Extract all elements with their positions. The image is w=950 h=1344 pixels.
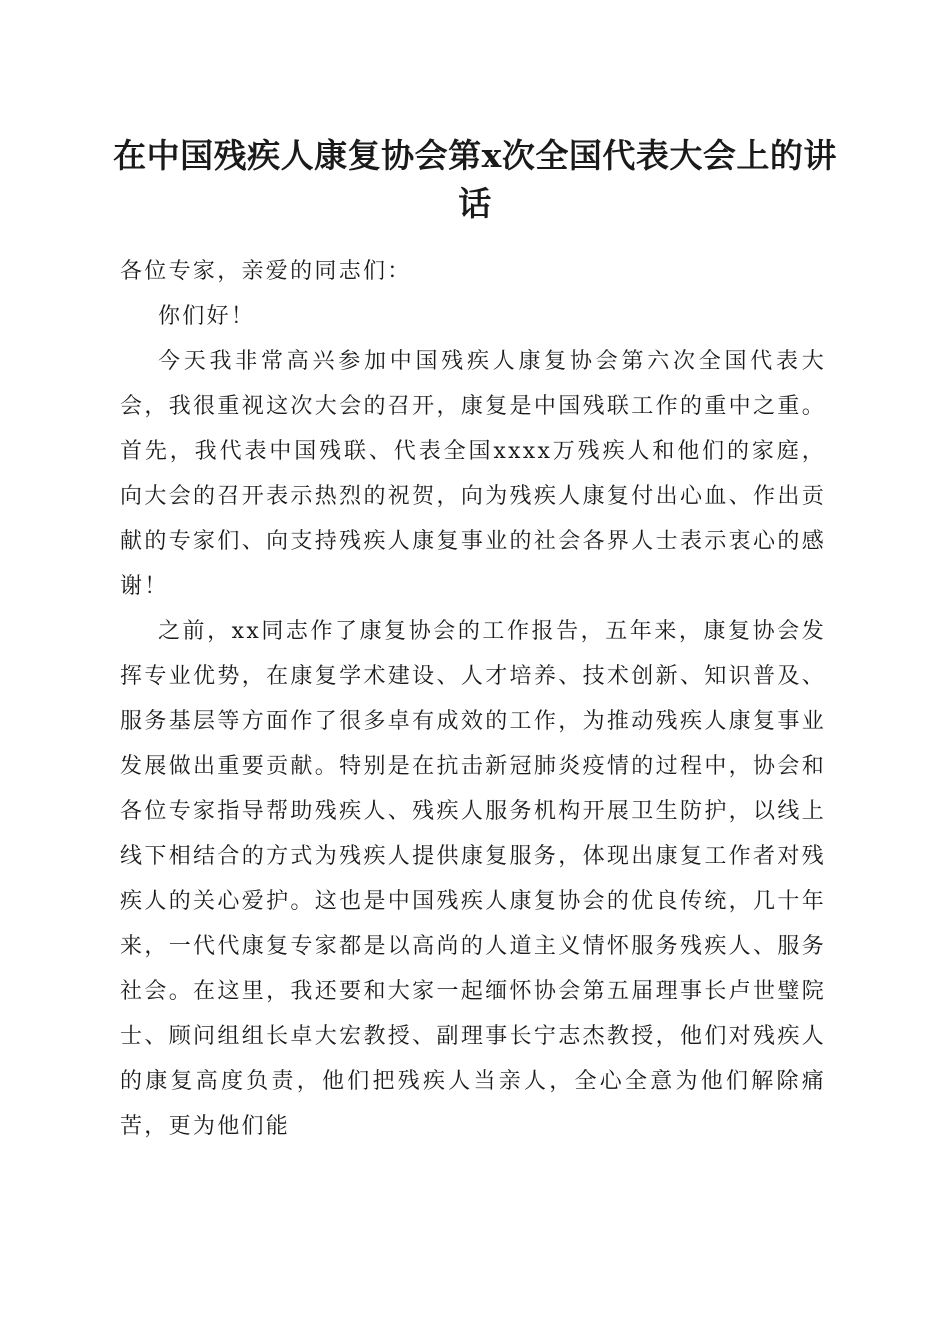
greeting: 你们好！ [158, 304, 256, 329]
paragraph-1: 今天我非常高兴参加中国残疾人康复协会第六次全国代表大会，我很重视这次大会的召开，康复是中国残联工作的重中之重。首先，我代表中国残联、代表全国xxxx万残疾人和他们的家庭，向大会的召开表示热烈的祝贺，向为残疾人康复付出心血、作出贡献的专家们、向支持残疾人康复事业的社会各界人士表示衷心的感谢！ [120, 349, 826, 599]
paragraph-2: 之前，xx同志作了康复协会的工作报告，五年来，康复协会发挥专业优势，在康复学术建设、人才培养、技术创新、知识普及、服务基层等方面作了很多卓有成效的工作，为推动残疾人康复事业发展做出重要贡献。特别是在抗击新冠肺炎疫情的过程中，协会和各位专家指导帮助残疾人、残疾人服务机构开展卫生防护，以线上线下相结合的方式为残疾人提供康复服务，体现出康复工作者对残疾人的关心爱护。这也是中国残疾人康复协会的优良传统，几十年来，一代代康复专家都是以高尚的人道主义情怀服务残疾人、服务社会。在这里，我还要和大家一起缅怀协会第五届理事长卢世璧院士、顾问组组长卓大宏教授、副理事长宁志杰教授，他们对残疾人的康复高度负责，他们把残疾人当亲人，全心全意为他们解除痛苦，更为他们能 [120, 619, 826, 1139]
document-body [120, 249, 826, 1149]
salutation: 各位专家，亲爱的同志们： [120, 259, 412, 284]
document-title: 在中国残疾人康复协会第x次全国代表大会上的讲话 [113, 136, 837, 223]
